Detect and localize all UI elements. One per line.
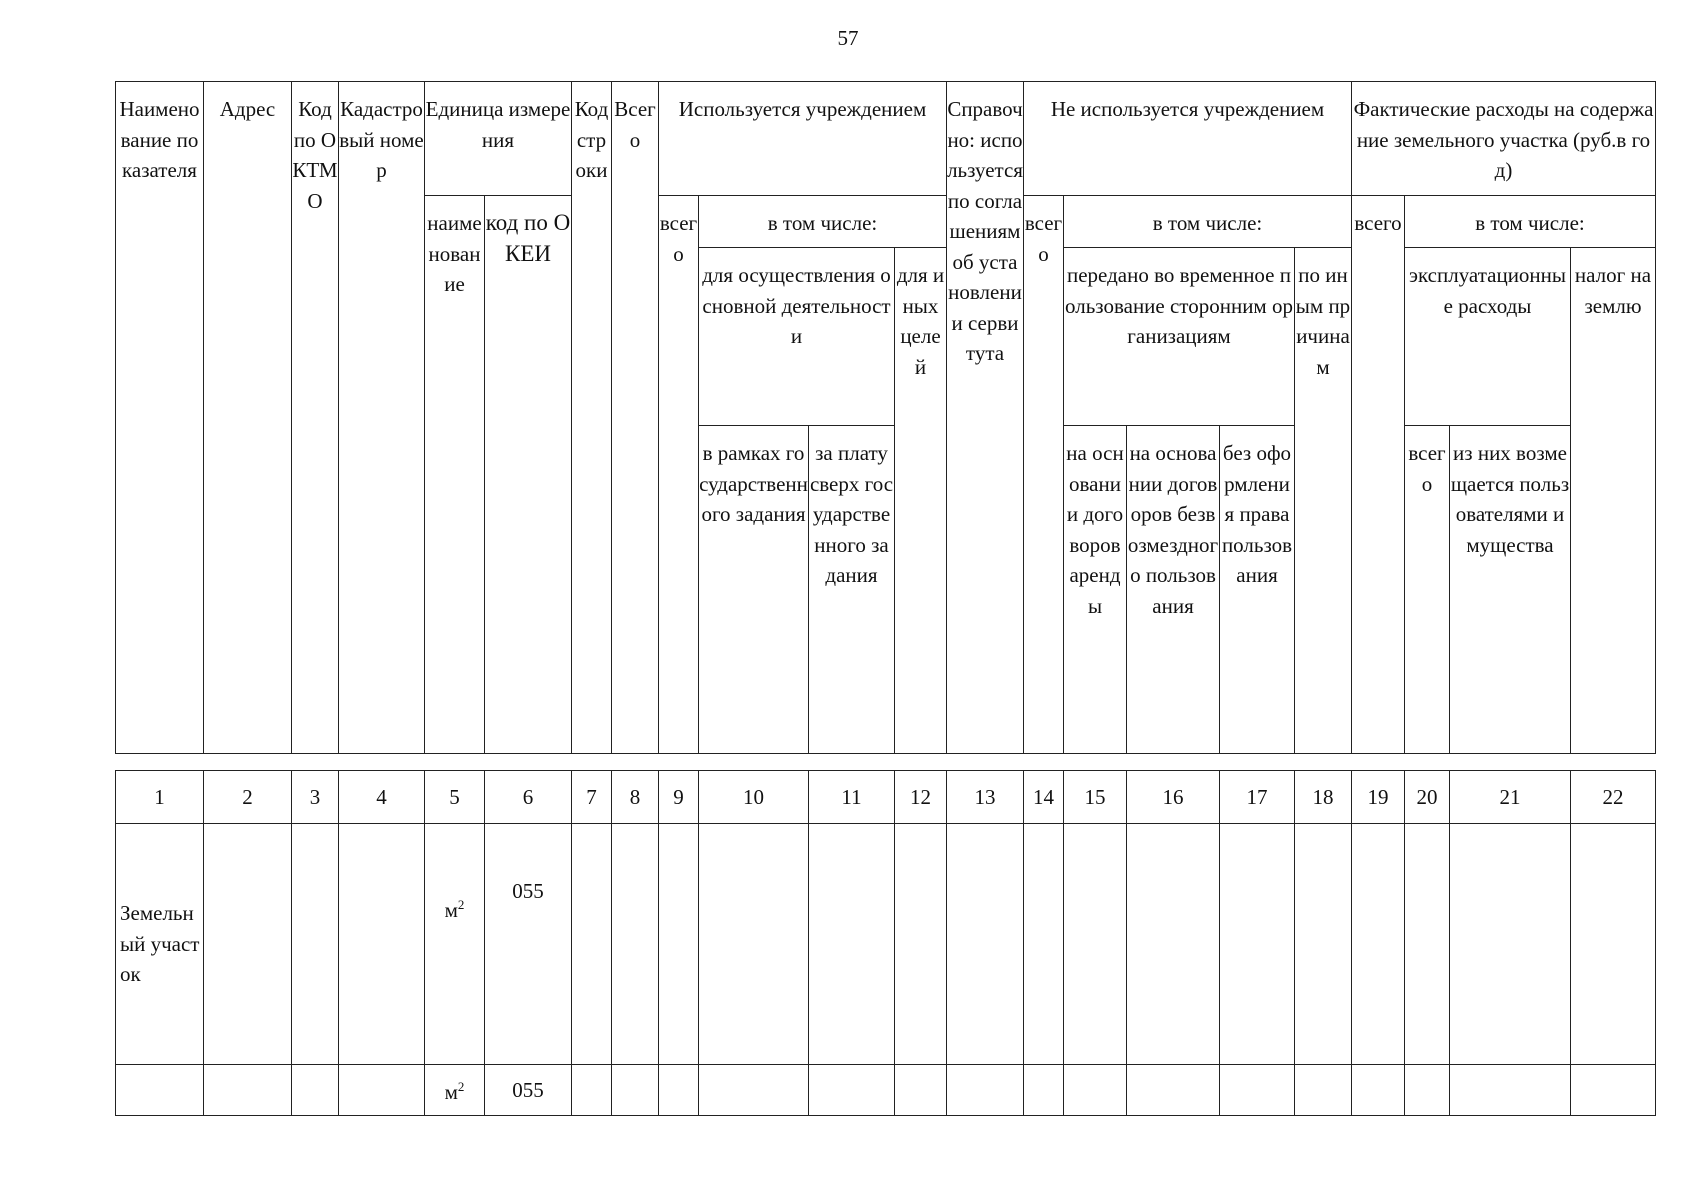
header-lease: на основании договоров аренды bbox=[1064, 426, 1127, 754]
empty-cell bbox=[204, 824, 292, 1065]
header-used-group: Используется учреждением bbox=[659, 82, 947, 196]
header-expenses-total: всего bbox=[1352, 196, 1405, 754]
column-number: 15 bbox=[1064, 771, 1127, 824]
header-reimbursed: из них возмещается пользователями имущества bbox=[1450, 426, 1571, 754]
empty-cell bbox=[292, 1065, 339, 1116]
header-operating-total: всего bbox=[1405, 426, 1450, 754]
unit-cell bbox=[425, 1065, 485, 1116]
empty-cell bbox=[1405, 824, 1450, 1065]
empty-cell bbox=[572, 1065, 612, 1116]
column-number-row bbox=[116, 771, 1656, 824]
header-expenses-group: Фактические расходы на содержание земельного участка (руб.в год) bbox=[1352, 82, 1656, 196]
empty-cell bbox=[895, 1065, 947, 1116]
header-not-used-group: Не используется учреждением bbox=[1024, 82, 1352, 196]
column-number: 16 bbox=[1127, 771, 1220, 824]
unit-symbol: м bbox=[444, 1080, 458, 1105]
column-number: 10 bbox=[699, 771, 809, 824]
header-address: Адрес bbox=[204, 82, 292, 754]
empty-cell bbox=[1064, 1065, 1127, 1116]
data-table bbox=[115, 770, 1656, 1116]
header-operating: эксплуатационные расходы bbox=[1405, 248, 1571, 426]
table-row bbox=[116, 824, 1656, 1065]
header-free-use: на основании договоров безвозмездного пользования bbox=[1127, 426, 1220, 754]
empty-cell bbox=[947, 824, 1024, 1065]
empty-cell bbox=[1571, 1065, 1656, 1116]
column-number: 22 bbox=[1571, 771, 1656, 824]
empty-cell bbox=[339, 1065, 425, 1116]
unit-symbol: м bbox=[444, 898, 458, 922]
empty-cell bbox=[1024, 1065, 1064, 1116]
row-name-cell: Земельный участок bbox=[116, 824, 204, 1065]
column-number: 8 bbox=[612, 771, 659, 824]
unit-cell bbox=[425, 824, 485, 1065]
header-land-tax: налог на землю bbox=[1571, 248, 1656, 754]
column-number: 21 bbox=[1450, 771, 1571, 824]
empty-cell bbox=[339, 824, 425, 1065]
empty-cell bbox=[1571, 824, 1656, 1065]
header-over-state-task: за плату сверх государственного задания bbox=[809, 426, 895, 754]
column-number: 5 bbox=[425, 771, 485, 824]
header-expenses-incl: в том числе: bbox=[1405, 196, 1656, 248]
column-number: 17 bbox=[1220, 771, 1295, 824]
empty-cell bbox=[572, 824, 612, 1065]
unit-power: 2 bbox=[457, 897, 465, 912]
column-number: 12 bbox=[895, 771, 947, 824]
header-other-goals: для иных целей bbox=[895, 248, 947, 754]
empty-cell bbox=[1220, 1065, 1295, 1116]
row-name-cell bbox=[116, 1065, 204, 1116]
empty-cell bbox=[204, 1065, 292, 1116]
column-number: 11 bbox=[809, 771, 895, 824]
unit-power: 2 bbox=[457, 1079, 465, 1095]
empty-cell bbox=[895, 824, 947, 1065]
empty-cell bbox=[1450, 824, 1571, 1065]
header-unit-group: Единица измерения bbox=[425, 82, 572, 196]
header-name-indicator: Наименование показателя bbox=[116, 82, 204, 754]
header-cadastral: Кадастровый номер bbox=[339, 82, 425, 754]
header-no-docs: без оформления права пользования bbox=[1220, 426, 1295, 754]
empty-cell bbox=[612, 824, 659, 1065]
header-transferred: передано во временное пользование сторонним организациям bbox=[1064, 248, 1295, 426]
page-number: 57 bbox=[837, 26, 859, 50]
column-number: 20 bbox=[1405, 771, 1450, 824]
column-number: 9 bbox=[659, 771, 699, 824]
header-used-incl: в том числе: bbox=[699, 196, 947, 248]
empty-cell bbox=[659, 1065, 699, 1116]
column-number: 4 bbox=[339, 771, 425, 824]
empty-cell bbox=[1295, 1065, 1352, 1116]
empty-cell bbox=[947, 1065, 1024, 1116]
empty-cell bbox=[1352, 1065, 1405, 1116]
okei-cell: 055 bbox=[485, 1065, 572, 1116]
table-row bbox=[116, 1065, 1656, 1116]
header-state-task: в рамках государственного задания bbox=[699, 426, 809, 754]
column-number: 6 bbox=[485, 771, 572, 824]
okei-cell: 055 bbox=[485, 824, 572, 1065]
header-not-used-total: всего bbox=[1024, 196, 1064, 754]
empty-cell bbox=[1064, 824, 1127, 1065]
empty-cell bbox=[809, 1065, 895, 1116]
column-number: 14 bbox=[1024, 771, 1064, 824]
empty-cell bbox=[699, 1065, 809, 1116]
header-main-activity: для осуществления основной деятельности bbox=[699, 248, 895, 426]
column-number: 19 bbox=[1352, 771, 1405, 824]
empty-cell bbox=[1352, 824, 1405, 1065]
column-number: 2 bbox=[204, 771, 292, 824]
header-table bbox=[115, 81, 1656, 754]
empty-cell bbox=[1024, 824, 1064, 1065]
header-not-used-incl: в том числе: bbox=[1064, 196, 1352, 248]
empty-cell bbox=[612, 1065, 659, 1116]
column-number: 1 bbox=[116, 771, 204, 824]
empty-cell bbox=[659, 824, 699, 1065]
empty-cell bbox=[1220, 824, 1295, 1065]
header-used-total: всего bbox=[659, 196, 699, 754]
header-unit-okei: код по ОКЕИ bbox=[485, 196, 572, 754]
header-oktmo: Код по ОКТМО bbox=[292, 82, 339, 754]
header-other-reasons: по иным причинам bbox=[1295, 248, 1352, 754]
empty-cell bbox=[1405, 1065, 1450, 1116]
empty-cell bbox=[1450, 1065, 1571, 1116]
column-number: 18 bbox=[1295, 771, 1352, 824]
header-total: Всего bbox=[612, 82, 659, 754]
empty-cell bbox=[809, 824, 895, 1065]
header-unit-name: наименование bbox=[425, 196, 485, 754]
empty-cell bbox=[1295, 824, 1352, 1065]
header-servitude: Справочно: используется по соглашениям об установлении сервитута bbox=[947, 82, 1024, 754]
header-row-code: Код строки bbox=[572, 82, 612, 754]
column-number: 3 bbox=[292, 771, 339, 824]
column-number: 7 bbox=[572, 771, 612, 824]
empty-cell bbox=[292, 824, 339, 1065]
column-number: 13 bbox=[947, 771, 1024, 824]
empty-cell bbox=[1127, 824, 1220, 1065]
empty-cell bbox=[1127, 1065, 1220, 1116]
empty-cell bbox=[699, 824, 809, 1065]
